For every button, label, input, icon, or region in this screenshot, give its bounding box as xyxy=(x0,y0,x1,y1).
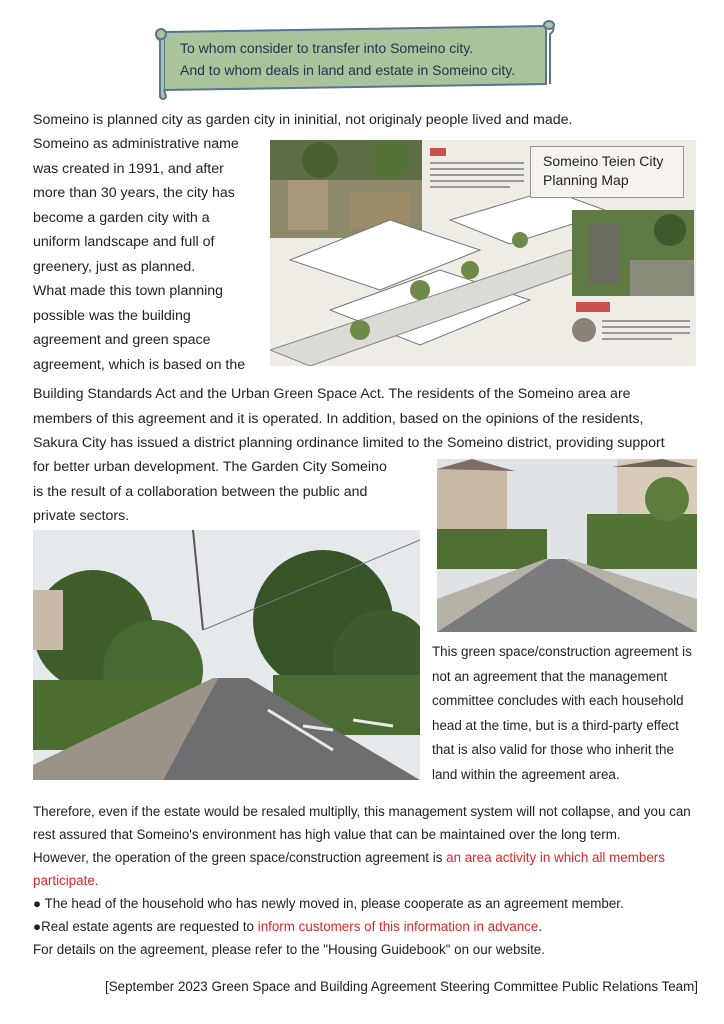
banner-text xyxy=(180,37,515,81)
intro-left-column xyxy=(33,132,245,377)
intro-half-line: is the result of a collaboration between the public and xyxy=(33,483,368,500)
intro-left-line: Someino as administrative name xyxy=(33,136,239,152)
caption-line: land within the agreement area. xyxy=(432,766,620,782)
closing-section xyxy=(33,800,691,961)
banner-line-2: And to whom deals in land and estate in Someino city. xyxy=(180,62,516,78)
intro-half-line: private sectors. xyxy=(33,508,130,524)
caption-line: head at the time, but is a third-party effect xyxy=(432,717,679,733)
details-line: For details on the agreement, please refer to the "Housing Guidebook" on our website. xyxy=(33,942,545,957)
closing-line-3 xyxy=(33,846,691,869)
caption-line: that is also valid for those who inherit the xyxy=(432,742,674,757)
intro-left-line: was created in 1991, and after xyxy=(33,160,224,177)
closing-line-2: rest assured that Someino's environment has high value that can be maintained over the long term. xyxy=(33,827,621,842)
intro-full-width xyxy=(33,382,665,456)
street-photo-right xyxy=(437,459,697,632)
intro-left-line: uniform landscape and full of xyxy=(33,234,215,250)
intro-left-line: more than 30 years, the city has xyxy=(33,185,235,201)
bullet-household: ● The head of the household who has newly moved in, please cooperate as an agreement member. xyxy=(33,896,624,911)
intro-left-line: What made this town planning xyxy=(33,283,224,299)
closing-line-1: Therefore, even if the estate would be resaled multiplly, this management system will not collapse, and you can xyxy=(33,804,691,819)
intro-full-line: members of this agreement and it is operated. In addition, based on the opinions of the residents, xyxy=(33,410,644,427)
emphasis-all-members: an area activity in which all members xyxy=(446,850,665,865)
intro-left-line: become a garden city with a xyxy=(33,209,210,226)
footer-signature: [September 2023 Green Space and Building Agreement Steering Committee Public Relations Team] xyxy=(105,979,698,994)
scroll-banner xyxy=(152,20,558,102)
intro-first-line: Someino is planned city as garden city in ininitial, not originaly people lived and made. xyxy=(33,112,573,128)
bullet-real-estate-text: ●Real estate agents are requested to xyxy=(33,919,258,934)
intro-full-line: Building Standards Act and the Urban Green Space Act. The residents of the Someino area are xyxy=(33,386,631,402)
intro-left-line: agreement and green space xyxy=(33,332,211,348)
intro-full-line: Sakura City has issued a district planning ordinance limited to the Someino district, providing support xyxy=(33,435,665,451)
bullet-real-estate-end: . xyxy=(538,919,543,934)
emphasis-participate: participate. xyxy=(33,873,99,888)
emphasis-inform-customers: inform customers of this information in advance xyxy=(257,919,539,934)
caption-line: committee concludes with each household xyxy=(432,693,684,708)
planning-map-title xyxy=(530,146,684,198)
street-photo-left xyxy=(33,530,420,780)
intro-left-line: agreement, which is based on the xyxy=(33,356,246,373)
caption-line: This green space/construction agreement is xyxy=(432,644,692,659)
map-title-line-2: Planning Map xyxy=(543,172,629,188)
banner-line-1: To whom consider to transfer into Someino city. xyxy=(180,40,474,56)
intro-half-width xyxy=(33,455,387,529)
intro-half-line: for better urban development. The Garden City Someino xyxy=(33,459,387,475)
caption-line: not an agreement that the management xyxy=(432,668,668,684)
map-title-line-1: Someino Teien City xyxy=(543,153,664,169)
intro-left-line: greenery, just as planned. xyxy=(33,258,196,275)
closing-line-3-text: However, the operation of the green space/construction agreement is xyxy=(33,850,447,865)
agreement-caption xyxy=(432,640,692,787)
bullet-real-estate xyxy=(33,915,691,938)
intro-left-line: possible was the building xyxy=(33,307,191,324)
